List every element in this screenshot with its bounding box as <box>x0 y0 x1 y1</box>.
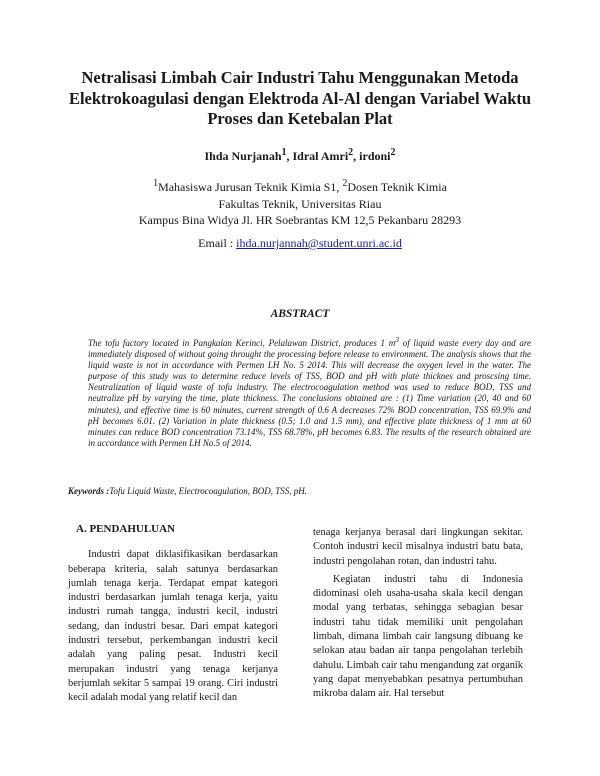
keywords-line <box>68 486 538 496</box>
email-label: Email : <box>198 236 237 250</box>
affiliation-student: Mahasiswa Jurusan Teknik Kimia S1, <box>158 180 343 194</box>
abstract-text-part: The tofu factory located in Pangkalan Kerinci, Pelalawan District, produces 1 m <box>88 338 396 348</box>
affiliation-line-3: Kampus Bina Widya Jl. HR Soebrantas KM 12,5 Pekanbaru 28293 <box>138 213 462 227</box>
email-line <box>0 236 600 251</box>
title-line-1: Netralisasi Limbah Cair Industri Tahu Menggunakan Metoda <box>81 68 519 87</box>
keywords-list: Tofu Liquid Waste, Electrocoagulation, BOD, TSS, pH. <box>109 486 308 496</box>
author-affil-mark: 1 <box>281 147 287 158</box>
author-list <box>0 147 600 164</box>
affiliation-line-1 <box>0 176 600 196</box>
abstract-superscript: 3 <box>395 335 399 344</box>
body-column-right <box>313 526 523 702</box>
affiliation-line-2: Fakultas Teknik, Universitas Riau <box>218 196 382 211</box>
email-link[interactable]: ihda.nurjannah@student.unri.ac.id <box>236 236 402 250</box>
abstract-heading: ABSTRACT <box>270 308 330 320</box>
paragraph: Kegiatan industri tahu di Indonesia didominasi oleh usaha-usaha skala kecil dengan modal yang terbatas, sehingga sebagian besar industri tahu tidak memiliki unit pengolahan limbah, dimana limbah cair langsung dibuang ke selokan atau badan air tanpa pengolahan terlebih dahulu. Limbah cair tahu mengandung zat organik yang dapat menyebabkan pesatnya pertumbuhan mikroba dalam air. Hal tersebut <box>313 573 523 700</box>
title-line-2: Elektrokoagulasi dengan Elektroda Al-Al dengan Variabel Waktu <box>68 88 532 108</box>
abstract-text <box>88 334 531 449</box>
keywords-label: Keywords : <box>68 486 110 496</box>
paragraph: Industri dapat diklasifikasikan berdasarkan beberapa kriteria, salah satunya berdasarkan jumlah tenaga kerja. Terdapat empat kategori industri berdasarkan jumlah tenaga kerja, yaitu industri rumah tangga, industri kecil, industri sedang, dan industri besar. Dari empat kategori industri tersebut, perkembangan industri kecil adalah yang paling pesat. Industri kecil merupakan industri yang tenaga kerjanya berjumlah sekitar 5 sampai 19 orang. Ciri industri kecil adalah modal yang relatif kecil dan <box>68 549 278 704</box>
affiliation-lecturer: Dosen Teknik Kimia <box>347 180 447 194</box>
author-name: irdoni <box>359 149 391 163</box>
paragraph: tenaga kerjanya berasal dari lingkungan sekitar. Contoh industri kecil misalnya industri batu bata, industri pengolahan rotan, dan industri tahu. <box>313 527 523 567</box>
author-name: Idral Amri <box>292 149 349 163</box>
author-name: Ihda Nurjanah <box>204 149 282 163</box>
paper-title <box>60 68 540 130</box>
section-heading: A. PENDAHULUAN <box>76 523 175 535</box>
author-affil-mark: 2 <box>348 147 354 158</box>
affiliation-block <box>0 176 600 229</box>
author-separator: , <box>353 149 360 163</box>
body-column-left <box>68 522 278 706</box>
author-affil-mark: 2 <box>390 147 396 158</box>
author-separator: , <box>286 149 293 163</box>
affil-mark: 2 <box>342 178 348 189</box>
affil-mark: 1 <box>153 178 159 189</box>
title-line-3: Proses dan Ketebalan Plat <box>207 109 393 128</box>
abstract-text-part: of liquid waste every day and are immediately disposed of without going throught the processing before release to environment. The analysis shows that the liquid waste is not in accordance with Permen LH No. 5 2014. This will decrease the oxygen level in the water. The purpose of this study was to determine reduce levels of TSS, BOD and pH with plate thicknes and proscsing time. Neutralization of liquid waste of tofu industry. The electrocoagulation method was used to reduce BOD, TSS and neutralize pH by varying the time, plate thickness. The conclusions obtained are : (1) Time variation (20, 40 and 60 minutes), and effective time is 60 minutes, current strength of 0.6 A decreases 72% BOD concentration, TSS 69.9% and pH becomes 6.01. (2) Variation in plate thickness (0.5; 1.0 and 1.5 mm), and effective plate thickness of 1 mm at 60 minutes can reduce BOD concentration 73.14%, TSS 68.78%, pH becomes 6.83. The results of the research obtained are in accordance with Permen LH No.5 of 2014. <box>88 338 531 448</box>
